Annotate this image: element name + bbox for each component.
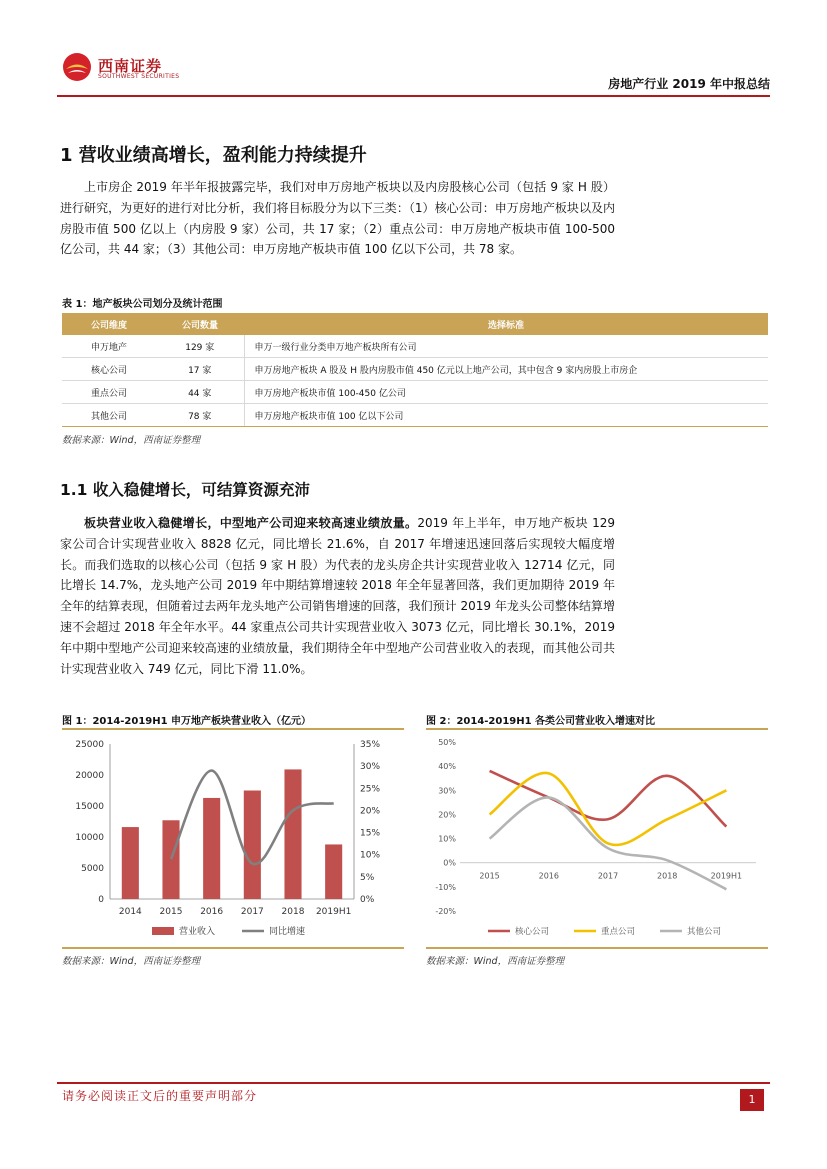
x-tick-label: 2016 xyxy=(538,871,559,881)
table-header-cell: 公司数量 xyxy=(156,313,244,335)
table-header-row xyxy=(62,313,768,335)
y-tick-label: -10% xyxy=(435,882,456,892)
revenue-bar xyxy=(325,844,342,899)
figure-2-source: 数据来源：Wind，西南证券整理 xyxy=(426,956,565,967)
legend-label: 其他公司 xyxy=(687,927,722,937)
revenue-bar xyxy=(244,791,261,900)
table-cell: 重点公司 xyxy=(62,381,156,404)
section-1-1-heading: 1.1 收入稳健增长，可结算资源充沛 xyxy=(60,481,310,499)
y-tick-label: 50% xyxy=(438,738,456,747)
legend-swatch-revenue xyxy=(152,927,174,935)
section-1-1-text: 2019 年上半年，申万地产板块 129 家公司合计实现营业收入 8828 亿元，同比增长 21.6%，自 2017 年增速迅速回落后实现较大幅度增长。而我们选取的以核心公司（包括 9 家 H 股）为代表的龙头房企共计实现营业收入 12714 亿元，同比增长 14.7%，龙头地产公司 2019 年中期结算增速较 2018 年全年显著回落，我们更加期待 2019 年全年的结算表现，但随着过去两年龙头地产公司销售增速的回落，我们预计 2019 年龙头公司整体结算增速不会超过 2018 年全年水平。44 家重点公司共计实现营业收入 3073 亿元，同比增长 30.1%，2019 年中期中型地产公司迎来较高速的业绩放量，我们期待全年中型地产公司营业收入的表现，而其他公司共计实现营业收入 749 亿元，同比下滑 11.0%。 xyxy=(60,516,616,676)
x-tick-label: 2018 xyxy=(281,907,305,917)
y-right-tick-label: 0% xyxy=(360,895,375,905)
y-right-tick-label: 5% xyxy=(360,872,375,883)
classification-table xyxy=(62,313,768,427)
y-tick-label: 30% xyxy=(438,786,456,796)
revenue-bar xyxy=(284,769,301,899)
y-left-tick-label: 20000 xyxy=(75,771,104,781)
y-left-tick-label: 25000 xyxy=(75,740,104,750)
page-number: 1 xyxy=(740,1089,764,1111)
table-cell: 17 家 xyxy=(156,358,244,381)
revenue-bar xyxy=(162,820,179,899)
table-cell: 129 家 xyxy=(156,335,244,358)
y-right-tick-label: 10% xyxy=(360,850,381,861)
company-logo-icon xyxy=(62,52,92,82)
y-tick-label: 20% xyxy=(438,810,456,820)
table-header-cell: 选择标准 xyxy=(244,313,768,335)
x-tick-label: 2017 xyxy=(597,871,619,881)
figure-1-bottom-rule xyxy=(62,947,404,949)
legend-label-revenue: 营业收入 xyxy=(179,927,216,937)
logo-name: 西南证券 xyxy=(98,57,163,75)
table-cell: 其他公司 xyxy=(62,404,156,427)
table-1-title: 表 1：地产板块公司划分及统计范围 xyxy=(62,299,223,310)
table-cell: 申万房地产板块市值 100-450 亿公司 xyxy=(244,381,768,404)
y-tick-label: 10% xyxy=(438,834,456,844)
table-row xyxy=(62,358,768,381)
section-1-paragraph xyxy=(60,177,615,260)
logo-subtitle: SOUTHWEST SECURITIES xyxy=(98,73,180,80)
table-1-source: 数据来源：Wind，西南证券整理 xyxy=(62,435,201,446)
figure-2-title: 图 2：2014-2019H1 各类公司营业收入增速对比 xyxy=(426,716,656,727)
y-tick-label: 40% xyxy=(438,762,456,772)
table-row xyxy=(62,404,768,427)
figure-1-chart xyxy=(62,730,404,945)
revenue-bar xyxy=(122,827,139,899)
table-header-cell: 公司维度 xyxy=(62,313,156,335)
table-cell: 申万房地产板块 A 股及 H 股内房股市值 450 亿元以上地产公司，其中包含 9 家内房股上市房企 xyxy=(244,358,768,381)
section-1-heading: 1 营收业绩高增长，盈利能力持续提升 xyxy=(60,145,367,166)
section-1-1-paragraph xyxy=(60,513,615,679)
y-left-tick-label: 15000 xyxy=(75,802,104,812)
figure-2-bottom-rule xyxy=(426,947,768,949)
table-row xyxy=(62,381,768,404)
header-divider xyxy=(57,95,770,97)
revenue-bar xyxy=(203,798,220,899)
legend-label: 核心公司 xyxy=(515,927,550,937)
report-title: 房地产行业 2019 年中报总结 xyxy=(608,77,770,91)
y-right-tick-label: 35% xyxy=(360,740,381,750)
disclaimer-note: 请务必阅读正文后的重要声明部分 xyxy=(62,1089,258,1103)
figure-1-title: 图 1：2014-2019H1 申万地产板块营业收入（亿元） xyxy=(62,716,312,727)
y-left-tick-label: 5000 xyxy=(81,864,104,874)
x-tick-label: 2018 xyxy=(657,871,678,881)
footer-divider xyxy=(57,1082,770,1084)
table-cell: 申万房地产板块市值 100 亿以下公司 xyxy=(244,404,768,427)
table-cell: 78 家 xyxy=(156,404,244,427)
series-line xyxy=(490,771,727,827)
y-right-tick-label: 15% xyxy=(360,828,381,839)
y-left-tick-label: 10000 xyxy=(75,833,104,843)
series-line xyxy=(490,773,727,845)
section-1-1-lead: 板块营业收入稳健增长，中型地产公司迎来较高速业绩放量。 xyxy=(84,516,418,530)
y-tick-label: 0% xyxy=(443,858,456,868)
table-cell: 申万地产 xyxy=(62,335,156,358)
figure-2-chart xyxy=(426,730,768,945)
legend-label: 重点公司 xyxy=(601,927,636,937)
x-tick-label: 2019H1 xyxy=(315,907,352,917)
table-cell: 44 家 xyxy=(156,381,244,404)
table-cell: 申万一级行业分类申万地产板块所有公司 xyxy=(244,335,768,358)
x-tick-label: 2016 xyxy=(200,907,224,917)
table-row xyxy=(62,335,768,358)
x-tick-label: 2017 xyxy=(240,907,264,917)
x-tick-label: 2014 xyxy=(118,907,142,917)
figure-1-source: 数据来源：Wind，西南证券整理 xyxy=(62,956,201,967)
table-cell: 核心公司 xyxy=(62,358,156,381)
y-right-tick-label: 20% xyxy=(360,806,381,817)
x-tick-label: 2015 xyxy=(159,907,183,917)
section-1-text: 上市房企 2019 年半年报披露完毕，我们对申万房地产板块以及内房股核心公司（包括 9 家 H 股）进行研究，为更好的进行对比分析，我们将目标股分为以下三类：（1）核心公司：申万房地产板块以及内房股市值 500 亿以上（内房股 9 家）公司，共 17 家；（2）重点公司：申万房地产板块市值 100-500 亿公司，共 44 家；（3）其他公司：申万房地产板块市值 100 亿以下公司，共 78 家。 xyxy=(60,180,615,257)
x-tick-label: 2019H1 xyxy=(710,871,743,881)
y-right-tick-label: 30% xyxy=(360,762,381,773)
y-right-tick-label: 25% xyxy=(360,784,381,795)
y-left-tick-label: 0 xyxy=(98,895,104,905)
legend-label-growth: 同比增速 xyxy=(269,927,306,937)
x-tick-label: 2015 xyxy=(479,871,500,881)
y-tick-label: -20% xyxy=(435,907,456,916)
